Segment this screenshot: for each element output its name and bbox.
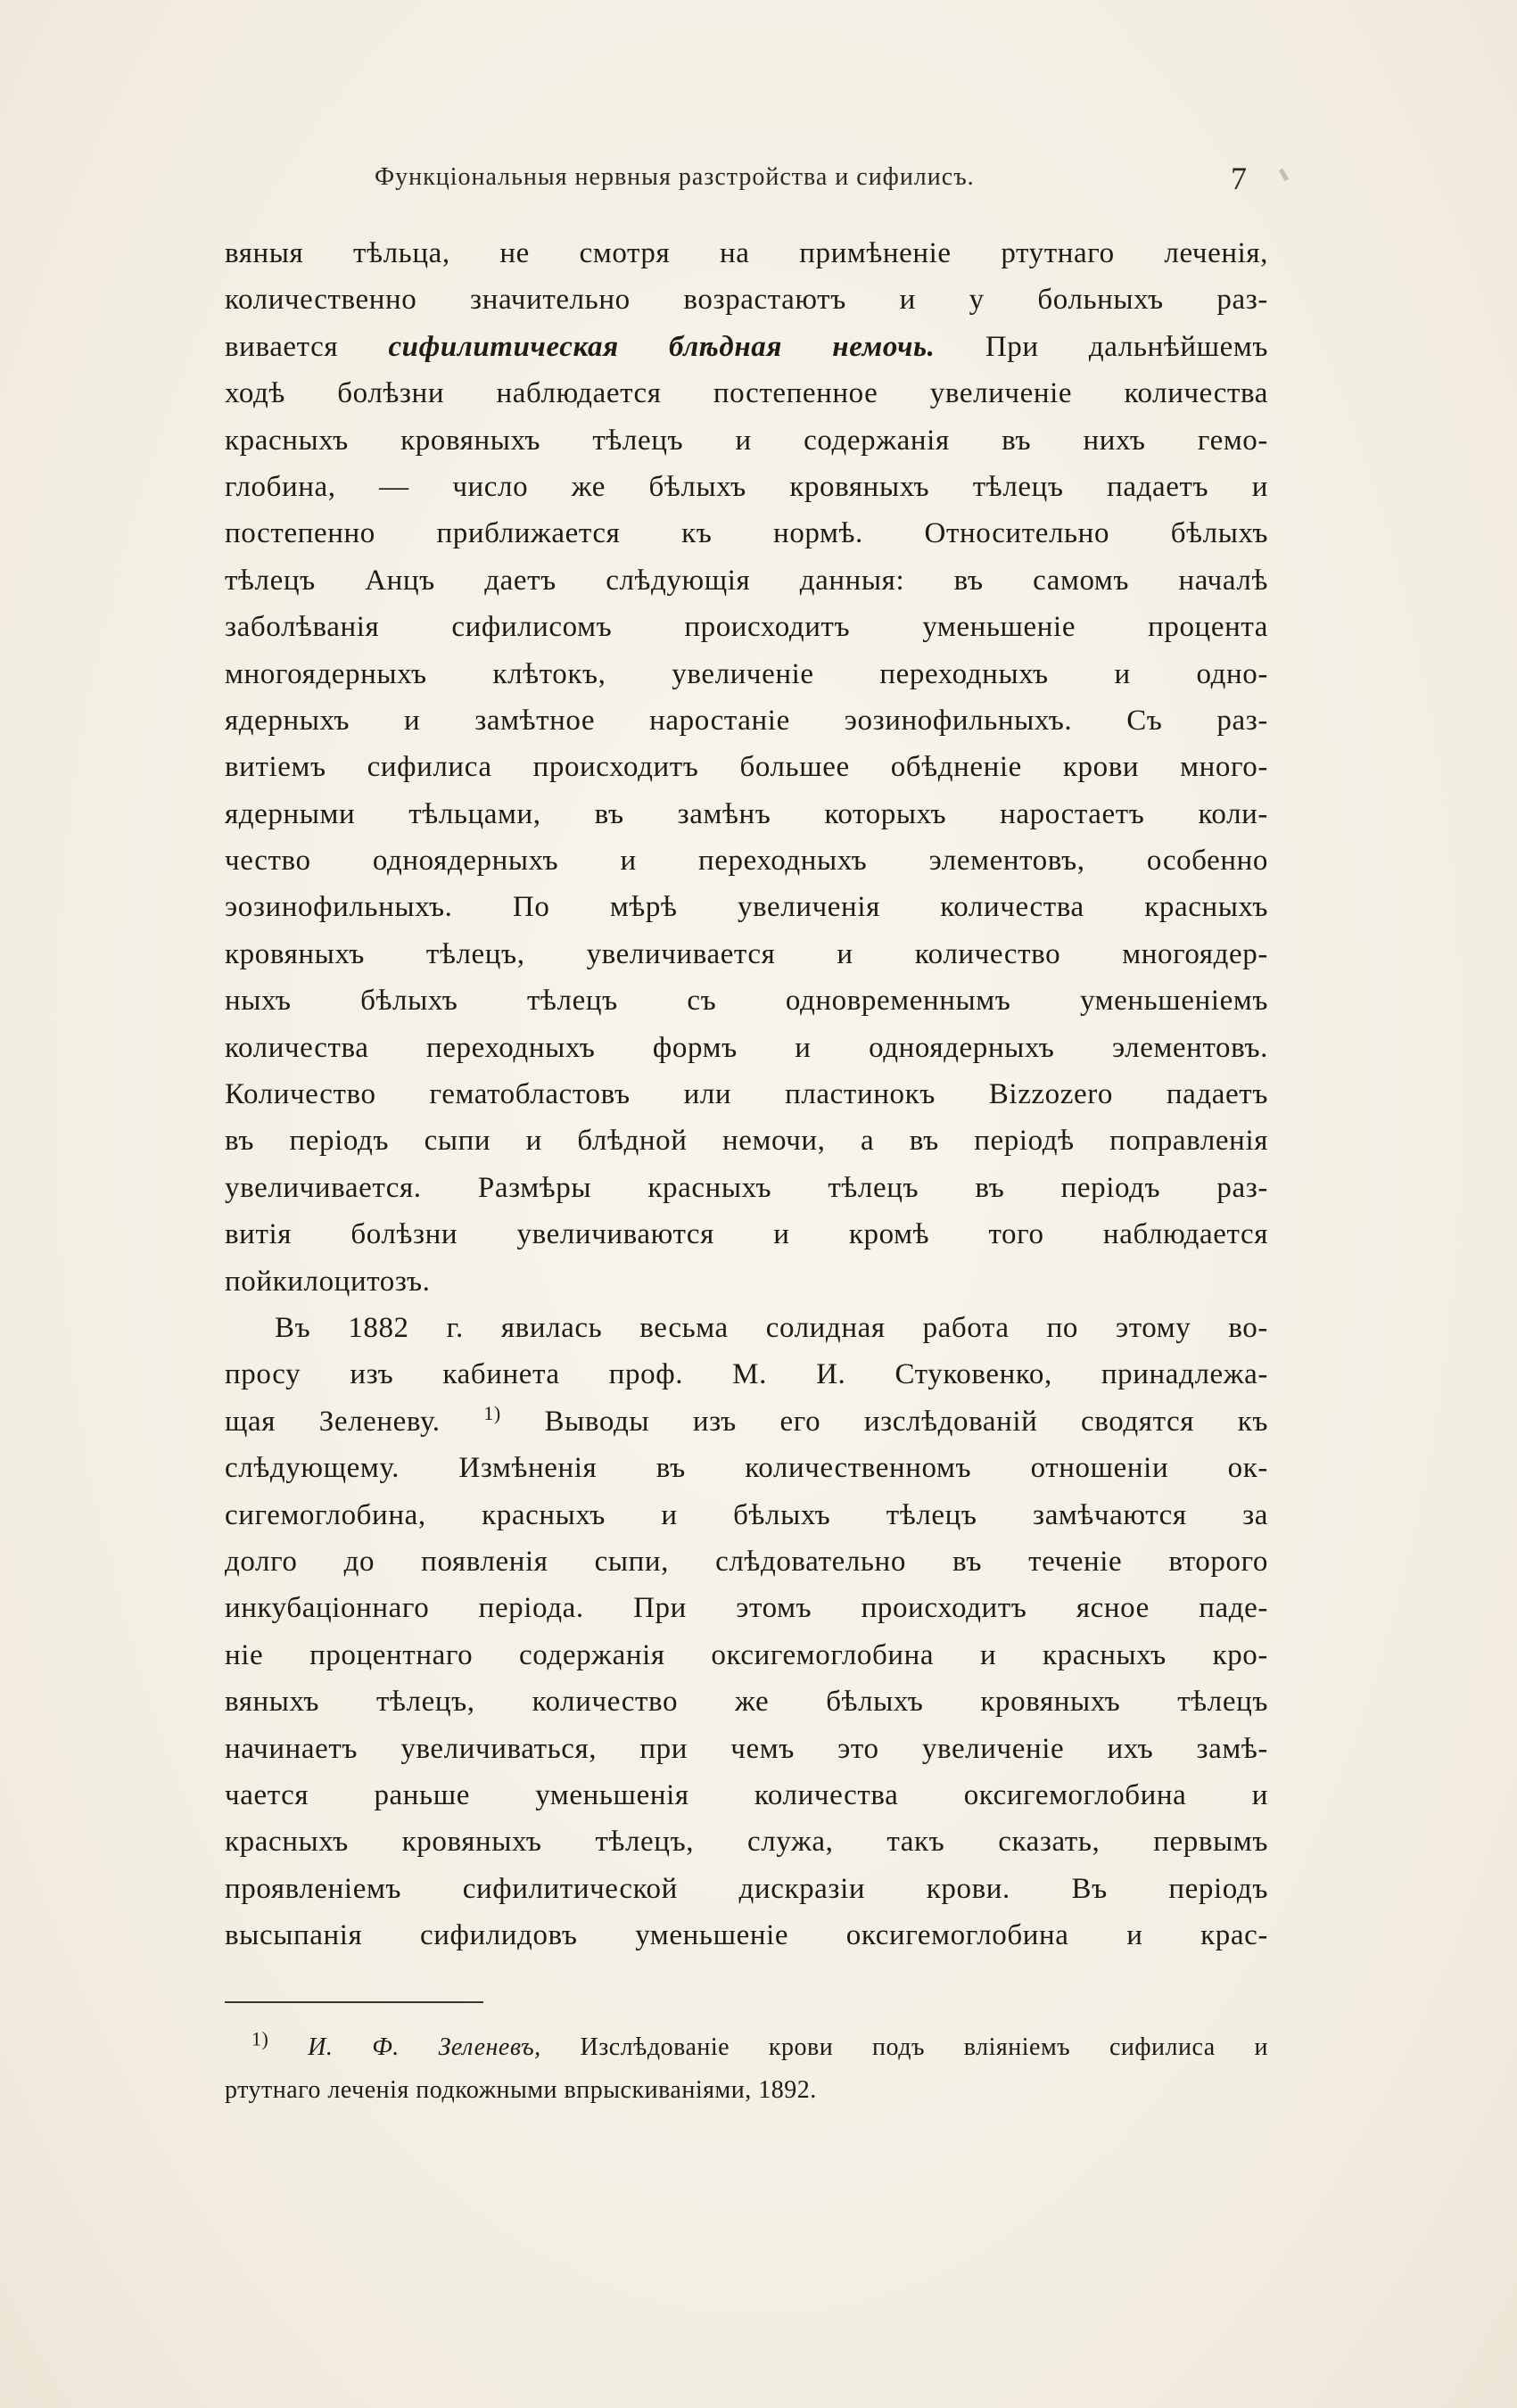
text-line: инкубаціоннаго періода. При этомъ происходитъ ясное паде-: [225, 1592, 1268, 1625]
text-line: увеличивается. Размѣры красныхъ тѣлецъ въ періодъ раз-: [225, 1171, 1268, 1204]
text-line: Количество гематобластовъ или пластинокъ Bizzozero падаетъ: [225, 1078, 1268, 1111]
paragraph-end-line: пойкилоцитозъ.: [225, 1265, 431, 1298]
footnote: [225, 2026, 1268, 2112]
text-line: въ періодъ сыпи и блѣдной немочи, а въ періодѣ поправленія: [225, 1125, 1268, 1158]
text-line: проявленіемъ сифилитической дискразіи крови. Въ періодъ: [225, 1872, 1268, 1905]
text-line: ныхъ бѣлыхъ тѣлецъ съ одновременнымъ уменьшеніемъ: [225, 985, 1268, 1018]
text-line: ядерныхъ и замѣтное наростаніе эозинофильныхъ. Съ раз-: [225, 704, 1268, 737]
text-line: просу изъ кабинета проф. М. И. Стуковенко, принадлежа-: [225, 1358, 1268, 1391]
text-line: [225, 324, 1268, 370]
text-line: ядерными тѣльцами, въ замѣнъ которыхъ наростаетъ коли-: [225, 797, 1268, 830]
footnote-line: [225, 2026, 1268, 2069]
text-line: тѣлецъ Анцъ даетъ слѣдующія данныя: въ самомъ началѣ: [225, 564, 1268, 597]
text-span: Выводы изъ его изслѣдованій сводятся къ: [500, 1405, 1268, 1438]
text-line: сигемоглобина, красныхъ и бѣлыхъ тѣлецъ замѣчаются за: [225, 1498, 1268, 1531]
footnote-line: ртутнаго леченія подкожными впрыскиваніями, 1892.: [225, 2076, 817, 2104]
text-line: вяныя тѣльца, не смотря на примѣненіе ртутнаго леченія,: [225, 237, 1268, 269]
text-line: кровяныхъ тѣлецъ, увеличивается и количество многоядер-: [225, 937, 1268, 970]
text-line: красныхъ кровяныхъ тѣлецъ, служа, такъ сказать, первымъ: [225, 1826, 1268, 1859]
text-line: многоядерныхъ клѣтокъ, увеличеніе переходныхъ и одно-: [225, 657, 1268, 690]
footnote-text: Изслѣдованіе крови подъ вліяніемъ сифилиса и: [540, 2033, 1268, 2061]
text-line: чается раньше уменьшенія количества оксигемоглобина и: [225, 1778, 1268, 1811]
text-line: чество одноядерныхъ и переходныхъ элементовъ, особенно: [225, 845, 1268, 878]
footnote-reference: 1): [483, 1401, 501, 1424]
text-line: ніе процентнаго содержанія оксигемоглобина и красныхъ кро-: [225, 1638, 1268, 1671]
running-head: [225, 163, 1268, 208]
footnote-author: И. Ф. Зеленевъ,: [308, 2033, 541, 2061]
text-line: слѣдующему. Измѣненія въ количественномъ отношеніи ок-: [225, 1452, 1268, 1485]
text-line: количества переходныхъ формъ и одноядерныхъ элементовъ.: [225, 1031, 1268, 1064]
text-line: витія болѣзни увеличиваются и кромѣ того наблюдается: [225, 1218, 1268, 1251]
text-line: глобина, — число же бѣлыхъ кровяныхъ тѣлецъ падаетъ и: [225, 470, 1268, 503]
paragraph-start-line: Въ 1882 г. явилась весьма солидная работа по этому во-: [275, 1311, 1268, 1344]
text-line: заболѣванія сифилисомъ происходитъ уменьшеніе процента: [225, 611, 1268, 644]
text-line: высыпанія сифилидовъ уменьшеніе оксигемоглобина и крас-: [225, 1919, 1268, 1952]
text-line: эозинофильныхъ. По мѣрѣ увеличенія количества красныхъ: [225, 891, 1268, 924]
text-line: витіемъ сифилиса происходитъ большее обѣдненіе крови много-: [225, 751, 1268, 784]
text-span: вивается: [225, 330, 389, 363]
text-line: красныхъ кровяныхъ тѣлецъ и содержанія въ нихъ гемо-: [225, 424, 1268, 457]
footnote-divider: [225, 2001, 483, 2003]
page-number: 7: [1231, 161, 1247, 196]
emphasized-term: сифилитическая блѣдная немочь.: [388, 330, 936, 363]
text-line: начинаетъ увеличиваться, при чемъ это увеличеніе ихъ замѣ-: [225, 1732, 1268, 1765]
body-text: [225, 230, 1268, 1959]
text-span: При дальнѣйшемъ: [935, 330, 1268, 363]
text-line: постепенно приближается къ нормѣ. Относительно бѣлыхъ: [225, 517, 1268, 550]
text-line: долго до появленія сыпи, слѣдовательно въ теченіе второго: [225, 1545, 1268, 1578]
text-line: ходѣ болѣзни наблюдается постепенное увеличеніе количества: [225, 377, 1268, 410]
text-span: щая Зеленеву.: [225, 1405, 484, 1438]
text-line: количественно значительно возрастаютъ и у больныхъ раз-: [225, 284, 1268, 317]
text-line: [225, 1398, 1268, 1445]
footnote-marker: 1): [251, 2027, 269, 2050]
running-title: Функціональныя нервныя разстройства и сифилисъ.: [375, 163, 975, 191]
text-line: вяныхъ тѣлецъ, количество же бѣлыхъ кровяныхъ тѣлецъ: [225, 1686, 1268, 1719]
margin-mark: [1279, 169, 1289, 182]
